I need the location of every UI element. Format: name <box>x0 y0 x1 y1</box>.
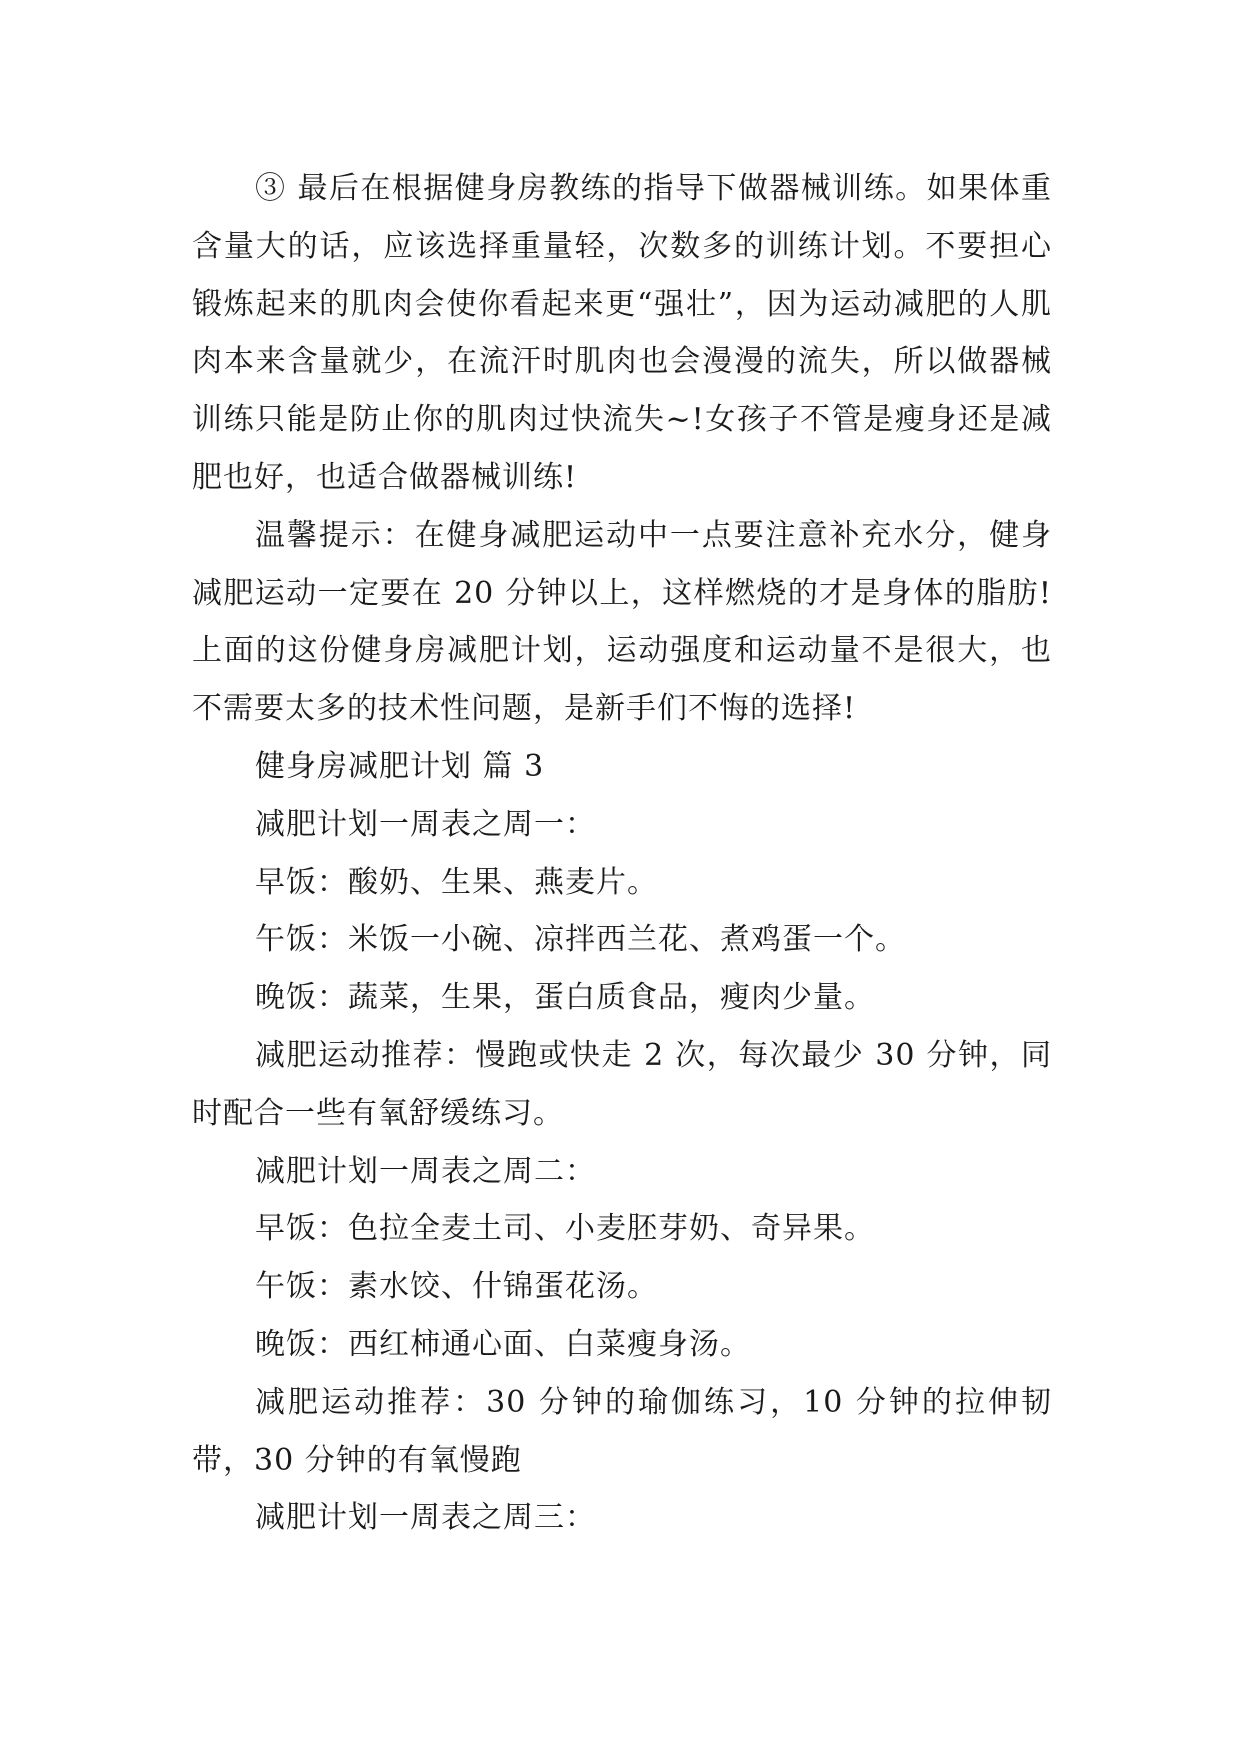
day-heading-tuesday: 减肥计划一周表之周二： <box>255 1153 596 1189</box>
document-body <box>192 160 1052 1547</box>
monday-lunch: 午饭：米饭一小碗、凉拌西兰花、煮鸡蛋一个。 <box>255 922 906 958</box>
paragraph-equipment-training: ③ 最后在根据健身房教练的指导下做器械训练。如果体重含量大的话，应该选择重量轻，次数多的训练计划。不要担心锻炼起来的肌肉会使你看起来更“强壮”，因为运动减肥的人肌肉本来含量就少，在流汗时肌肉也会漫漫的流失，所以做器械训练只能是防止你的肌肉过快流失~!女孩子不管是瘦身还是减肥也好，也适合做器械训练! <box>192 171 1052 495</box>
monday-exercise: 减肥运动推荐：慢跑或快走 2 次，每次最少 30 分钟，同时配合一些有氧舒缓练习。 <box>192 1037 1052 1131</box>
tuesday-dinner: 晚饭：西红柿通心面、白菜瘦身汤。 <box>255 1326 751 1362</box>
monday-dinner: 晚饭：蔬菜，生果，蛋白质食品，瘦肉少量。 <box>255 980 875 1016</box>
tuesday-lunch: 午饭：素水饺、什锦蛋花汤。 <box>255 1269 658 1305</box>
paragraph-tips: 温馨提示：在健身减肥运动中一点要注意补充水分，健身减肥运动一定要在 20 分钟以上，这样燃烧的才是身体的脂肪!上面的这份健身房减肥计划，运动强度和运动量不是很大，也不需要太多的技术性问题，是新手们不悔的选择! <box>192 517 1052 727</box>
tuesday-breakfast: 早饭：色拉全麦土司、小麦胚芽奶、奇异果。 <box>255 1211 875 1247</box>
tuesday-exercise: 减肥运动推荐：30 分钟的瑜伽练习，10 分钟的拉伸韧带，30 分钟的有氧慢跑 <box>192 1384 1052 1478</box>
section-heading: 健身房减肥计划 篇 3 <box>255 748 545 784</box>
day-heading-wednesday: 减肥计划一周表之周三： <box>255 1500 596 1536</box>
day-heading-monday: 减肥计划一周表之周一： <box>255 806 596 842</box>
monday-breakfast: 早饭：酸奶、生果、燕麦片。 <box>255 864 658 900</box>
